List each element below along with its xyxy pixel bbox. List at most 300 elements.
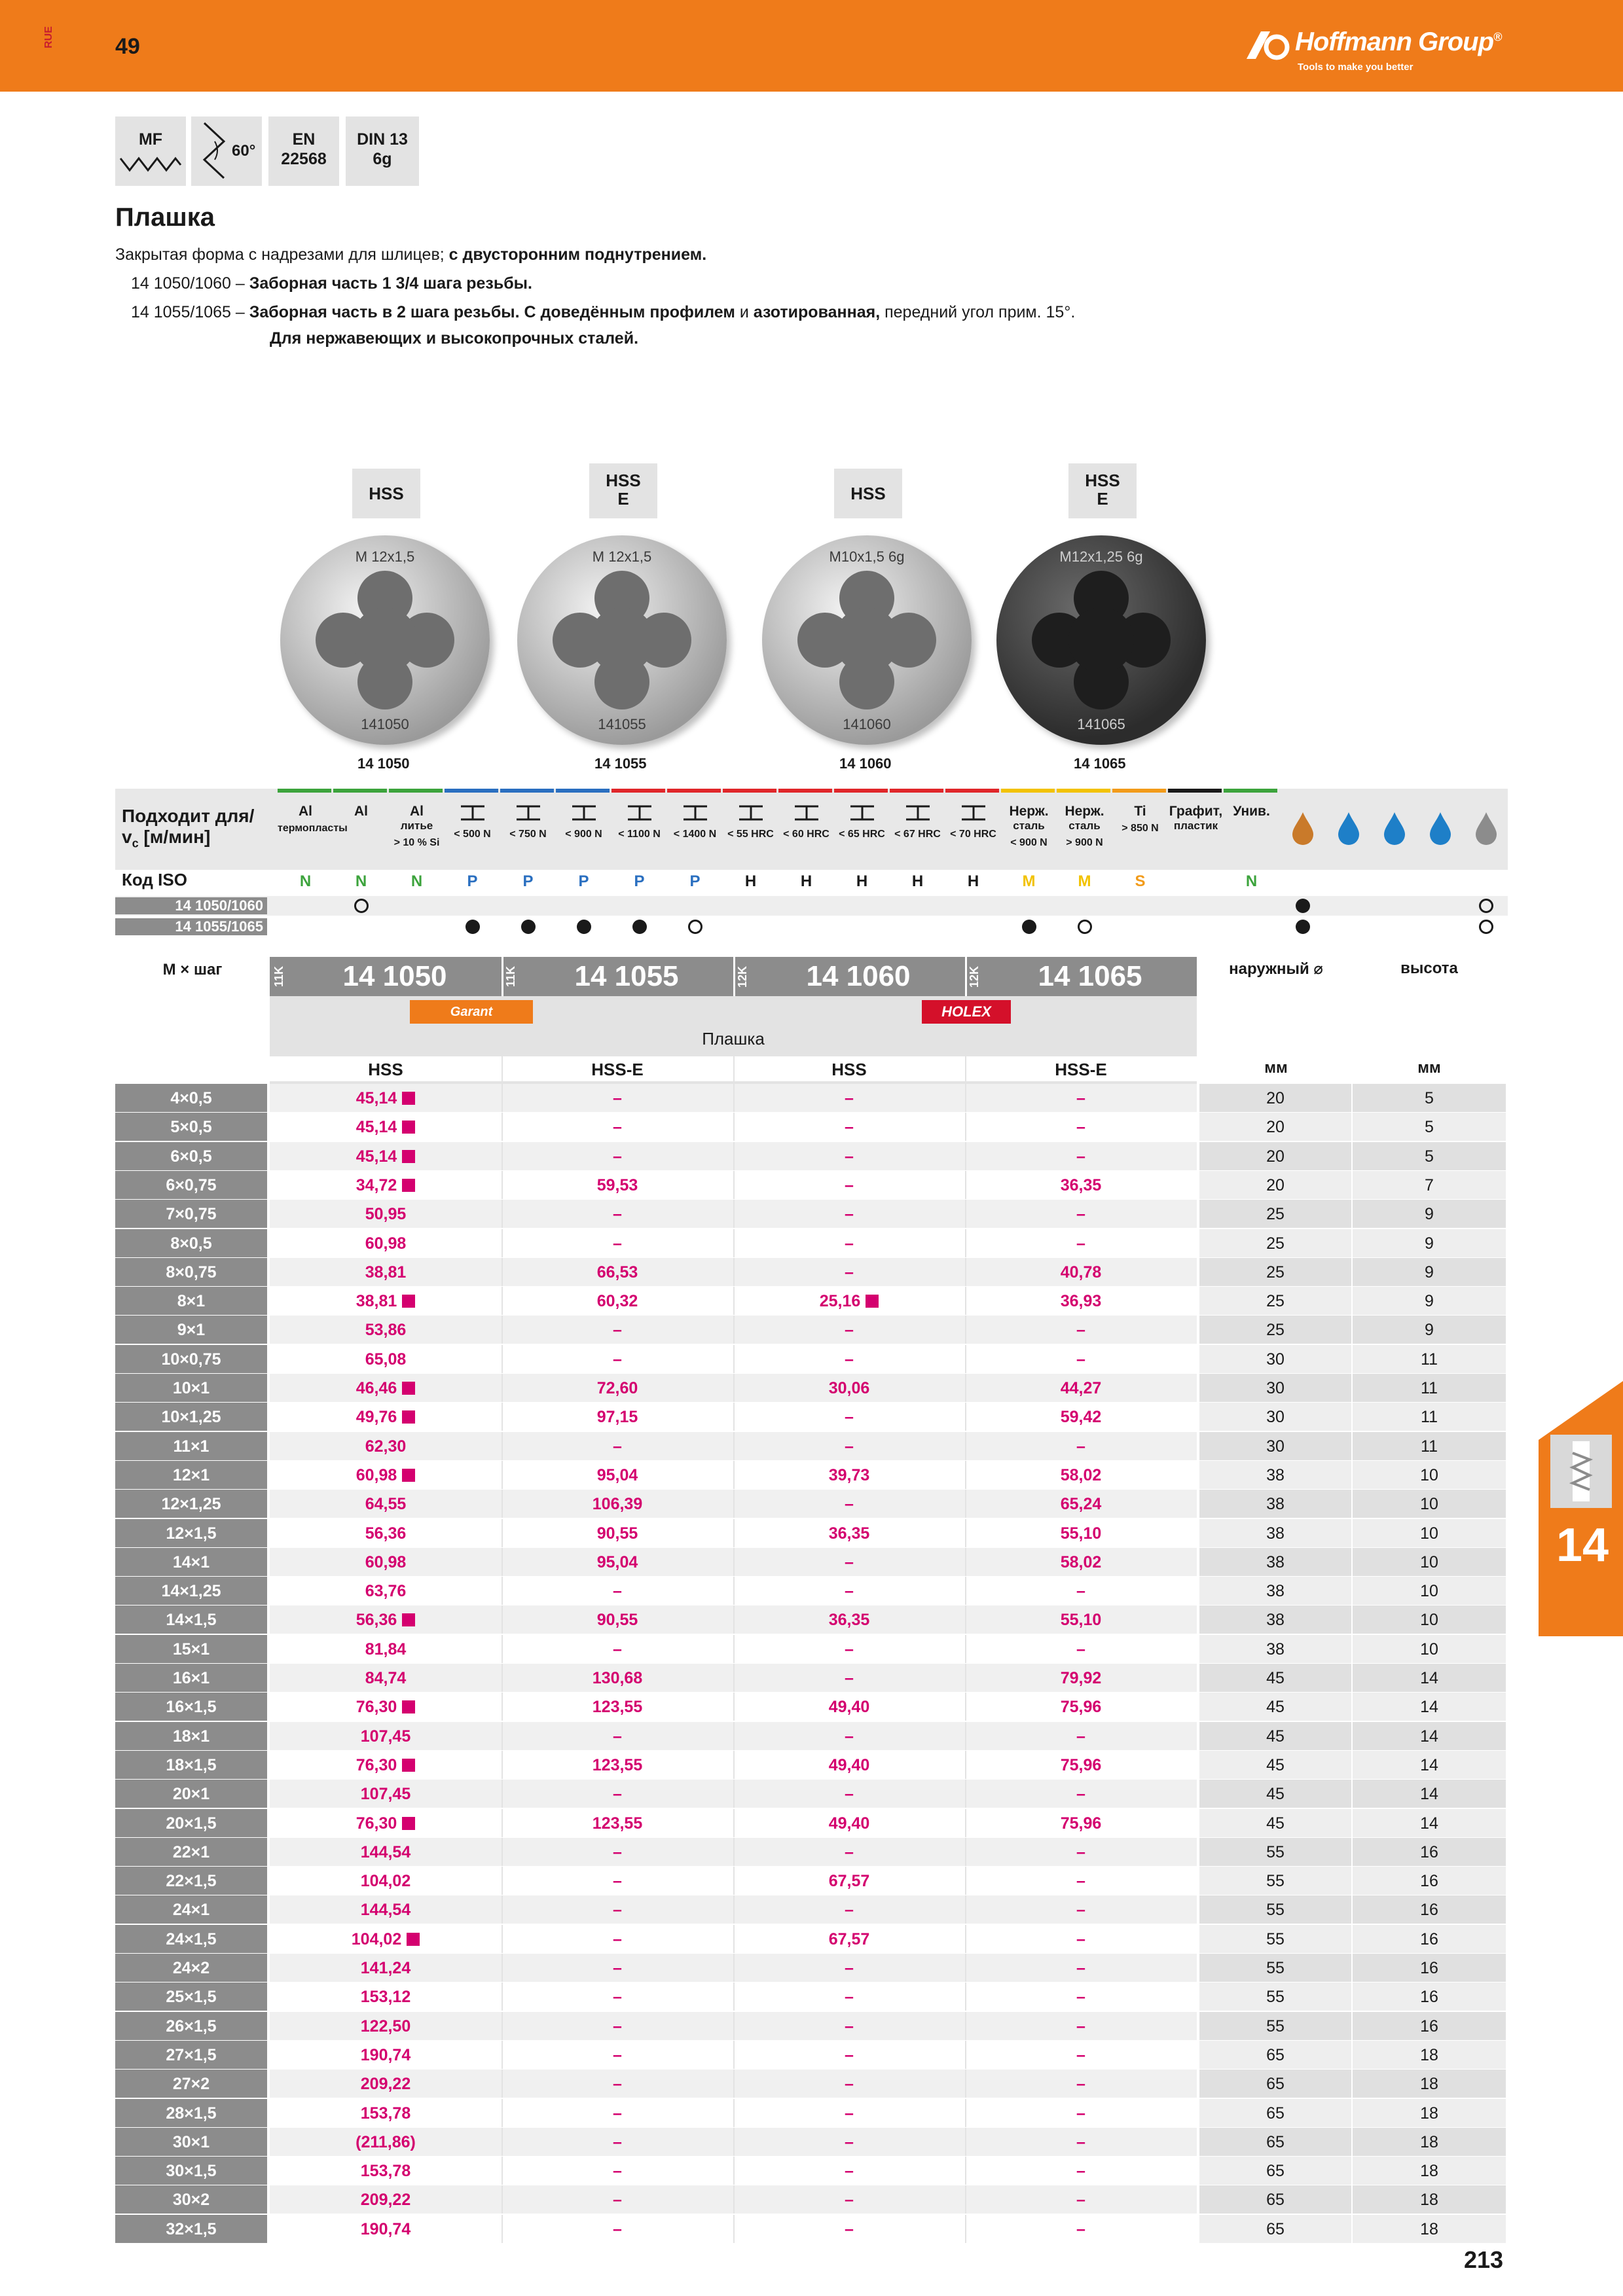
outer-diameter-header: наружный ⌀: [1229, 960, 1323, 978]
tolerance-class: 12K: [736, 965, 749, 988]
price-14-1060: 49,40: [828, 1756, 870, 1774]
material-color-bar: [556, 789, 610, 793]
column-separator: [965, 2128, 966, 2157]
price-14-1060: –: [845, 1843, 854, 1861]
column-separator: [501, 1838, 503, 1867]
column-separator: [733, 1693, 735, 1721]
column-separator: [501, 1751, 503, 1780]
unit-label: мм: [1264, 1059, 1288, 1077]
price-14-1060: –: [845, 1321, 854, 1339]
steel-beam-icon: [458, 804, 487, 821]
product-code-label: 14 1055: [594, 755, 647, 772]
material-header: HSS-E: [965, 1055, 1197, 1081]
coolant-dot: [1296, 899, 1310, 913]
price-14-1050: 46,46: [270, 1374, 501, 1403]
price-14-1060: –: [845, 1176, 854, 1194]
price-14-1060: –: [845, 2104, 854, 2123]
price-14-1055: 90,55: [596, 1524, 638, 1543]
price-14-1050: 209,22: [360, 2191, 411, 2209]
price-14-1060: –: [845, 2191, 854, 2209]
column-separator: [733, 2185, 735, 2214]
iso-code: N: [355, 872, 367, 890]
outer-diameter-value: 55: [1199, 1838, 1351, 1867]
suitable-dot: [577, 920, 591, 934]
price-14-1065: –: [1076, 2017, 1085, 2036]
thread-size: 15×1: [115, 1635, 267, 1664]
outer-diameter-value: 25: [1199, 1316, 1351, 1344]
price-14-1065: –: [1076, 1872, 1085, 1890]
steel-beam-icon: [625, 804, 654, 821]
thread-size: 7×0,75: [115, 1200, 267, 1229]
dry-icon: [1467, 808, 1506, 851]
material-column-header: < 500 N: [445, 804, 500, 842]
stock-marker-icon: [402, 1179, 415, 1192]
column-separator: [733, 1316, 735, 1344]
thread-size: 24×2: [115, 1954, 267, 1982]
column-separator: [965, 1548, 966, 1577]
product-code-label: 14 1060: [839, 755, 892, 772]
outer-diameter-value: 55: [1199, 1925, 1351, 1954]
chapter-tab[interactable]: [1539, 1381, 1623, 1636]
column-separator: [501, 1577, 503, 1605]
material-color-bar: [333, 789, 387, 793]
price-14-1055: –: [613, 1118, 622, 1136]
height-header: высота: [1400, 960, 1458, 977]
thread-size: 5×0,5: [115, 1113, 267, 1141]
column-separator: [733, 2157, 735, 2185]
column-separator: [733, 1809, 735, 1838]
material-column-header: Графит, пластик: [1169, 804, 1223, 832]
thread-size: 14×1,5: [115, 1605, 267, 1634]
price-14-1065: 55,10: [1060, 1611, 1102, 1629]
chapter-tab-shape: [1539, 1381, 1623, 1636]
price-14-1050: 153,78: [360, 2162, 411, 2180]
die-face-icon: [996, 535, 1206, 745]
price-14-1065: –: [1076, 1321, 1085, 1339]
suitability-matrix: [115, 789, 1508, 939]
tolerance-class: 11K: [272, 965, 285, 988]
price-14-1060: –: [845, 1205, 854, 1223]
material-tag: HSS: [834, 469, 902, 518]
din-label: DIN 13: [357, 130, 408, 149]
thread-size: 8×0,75: [115, 1258, 267, 1287]
height-value: 11: [1353, 1432, 1506, 1461]
description-line-1: Закрытая форма с надрезами для шлицев; с двусторонним поднутрением.: [115, 245, 707, 264]
price-14-1065: 79,92: [1060, 1669, 1102, 1687]
thread-size: 30×1: [115, 2128, 267, 2157]
price-14-1050: 64,55: [365, 1495, 407, 1513]
material-column-header: < 65 HRC: [834, 804, 890, 842]
outer-diameter-value: 20: [1199, 1171, 1351, 1200]
suitable-dot: [632, 920, 647, 934]
height-value: 16: [1353, 1895, 1506, 1924]
column-separator: [733, 1780, 735, 1808]
outer-diameter-value: 25: [1199, 1287, 1351, 1316]
outer-diameter-value: 20: [1199, 1142, 1351, 1171]
header-separator: [501, 957, 503, 996]
column-separator: [501, 1229, 503, 1258]
iso-code: P: [634, 872, 645, 890]
brand-tagline: Tools to make you better: [1298, 62, 1413, 73]
tolerance-class: 12K: [968, 965, 981, 988]
thread-size: 10×0,75: [115, 1345, 267, 1374]
suitable-dot: [521, 920, 536, 934]
thread-size: 8×1: [115, 1287, 267, 1316]
column-separator: [733, 1345, 735, 1374]
outer-diameter-value: 65: [1199, 2070, 1351, 2098]
column-separator: [733, 1258, 735, 1287]
column-separator: [501, 1142, 503, 1171]
thread-size: 28×1,5: [115, 2099, 267, 2128]
iso-code-label: Код ISO: [122, 870, 187, 889]
die-image: [280, 535, 490, 745]
column-separator: [965, 1577, 966, 1605]
steel-beam-icon: [737, 804, 765, 821]
material-column-header: Ti > 850 N: [1122, 804, 1159, 834]
material-column-header: Нерж. сталь > 900 N: [1065, 804, 1104, 848]
standard-angle-badge: [191, 117, 262, 186]
price-14-1065: –: [1076, 1205, 1085, 1223]
price-14-1050: 81,84: [365, 1640, 407, 1659]
price-14-1050: 53,86: [365, 1321, 407, 1339]
material-column-header: < 70 HRC: [945, 804, 1001, 842]
height-value: 16: [1353, 1982, 1506, 2011]
material-color-bar: [1224, 789, 1277, 793]
material-color-bar: [278, 789, 331, 793]
material-column-header: < 750 N: [500, 804, 556, 842]
material-color-bar: [1112, 789, 1166, 793]
outer-diameter-value: 45: [1199, 1693, 1351, 1721]
price-14-1065: –: [1076, 1437, 1085, 1456]
die-face-icon: [517, 535, 727, 745]
outer-diameter-value: 20: [1199, 1084, 1351, 1113]
unit-label: мм: [1417, 1059, 1441, 1077]
price-14-1065: 44,27: [1060, 1379, 1102, 1397]
price-14-1065: –: [1076, 1727, 1085, 1746]
column-separator: [965, 1374, 966, 1403]
column-separator: [501, 2070, 503, 2098]
outer-diameter-value: 25: [1199, 1229, 1351, 1258]
column-separator: [965, 2041, 966, 2070]
outer-diameter-value: 30: [1199, 1432, 1351, 1461]
price-14-1060: –: [845, 1988, 854, 2006]
price-14-1065: –: [1076, 1901, 1085, 1919]
price-14-1050: 45,14: [270, 1113, 501, 1141]
outer-diameter-value: 38: [1199, 1605, 1351, 1634]
thread-profile-icon: [119, 153, 182, 174]
iso-code: P: [689, 872, 701, 890]
iso-code: M: [1078, 872, 1091, 890]
outer-diameter-value: 45: [1199, 1751, 1351, 1780]
height-value: 16: [1353, 1925, 1506, 1954]
height-value: 10: [1353, 1635, 1506, 1664]
price-14-1060: –: [845, 2162, 854, 2180]
column-separator: [965, 1664, 966, 1693]
height-value: 10: [1353, 1461, 1506, 1490]
price-14-1065: –: [1076, 1988, 1085, 2006]
thread-size: 22×1: [115, 1838, 267, 1867]
price-14-1055: 59,53: [596, 1176, 638, 1194]
price-14-1065: 75,96: [1060, 1698, 1102, 1716]
price-14-1050: 62,30: [365, 1437, 407, 1456]
thread-size: 20×1,5: [115, 1809, 267, 1838]
brand-name: Hoffmann Group®: [1295, 27, 1502, 56]
price-14-1050: 84,74: [365, 1669, 407, 1687]
outer-diameter-value: 30: [1199, 1374, 1351, 1403]
column-separator: [965, 2012, 966, 2041]
outer-diameter-value: 38: [1199, 1577, 1351, 1605]
column-separator: [501, 1490, 503, 1518]
stock-marker-icon: [402, 1410, 415, 1424]
price-14-1065: –: [1076, 1118, 1085, 1136]
thread-size: 32×1,5: [115, 2215, 267, 2244]
iso-code: N: [1245, 872, 1258, 890]
price-14-1065: –: [1076, 1640, 1085, 1659]
price-14-1065: 75,96: [1060, 1814, 1102, 1833]
column-separator: [501, 2099, 503, 2128]
thread-size: 6×0,5: [115, 1142, 267, 1171]
price-14-1055: –: [613, 2017, 622, 2036]
column-separator: [733, 1895, 735, 1924]
price-14-1055: –: [613, 2220, 622, 2238]
price-14-1065: –: [1076, 1843, 1085, 1861]
column-separator: [965, 2099, 966, 2128]
column-separator: [733, 1635, 735, 1664]
price-14-1055: 95,04: [596, 1466, 638, 1484]
thread-size: 18×1: [115, 1722, 267, 1751]
svg-text:141050: 141050: [361, 716, 409, 732]
stock-marker-icon: [866, 1295, 879, 1308]
thread-size: 27×2: [115, 2070, 267, 2098]
material-color-bar: [500, 789, 554, 793]
height-value: 16: [1353, 1867, 1506, 1895]
price-14-1065: –: [1076, 2220, 1085, 2238]
price-14-1050: 209,22: [360, 2075, 411, 2093]
page-number: 213: [1464, 2246, 1504, 2273]
column-separator: [501, 2128, 503, 2157]
angle-label: 60°: [232, 142, 256, 160]
price-14-1055: 130,68: [592, 1669, 643, 1687]
price-14-1060: –: [845, 1727, 854, 1746]
price-14-1055: 106,39: [592, 1495, 643, 1513]
language-code: RUE: [43, 26, 54, 48]
description-line-3: 14 1055/1065 – Заборная часть в 2 шага резьбы. С доведённым профилем и азотированная, передний угол прим. 15°.: [131, 303, 1076, 321]
column-separator: [501, 2185, 503, 2214]
steel-beam-icon: [681, 804, 710, 821]
price-14-1060: –: [845, 2046, 854, 2064]
coolant-dot: [1296, 920, 1310, 934]
price-14-1065: –: [1076, 1089, 1085, 1107]
column-separator: [501, 1345, 503, 1374]
price-14-1055: –: [613, 2075, 622, 2093]
thread-size: 12×1: [115, 1461, 267, 1490]
price-14-1060: 49,40: [828, 1698, 870, 1716]
height-value: 9: [1353, 1200, 1506, 1229]
page-title: Плашка: [115, 203, 215, 232]
price-14-1065: 59,42: [1060, 1408, 1102, 1426]
price-14-1055: –: [613, 1147, 622, 1166]
price-14-1060: 30,06: [828, 1379, 870, 1397]
price-14-1055: 123,55: [592, 1756, 643, 1774]
price-14-1050: 144,54: [360, 1901, 411, 1919]
column-separator: [965, 2185, 966, 2214]
column-separator: [501, 1780, 503, 1808]
price-14-1060: –: [845, 1785, 854, 1803]
column-separator: [733, 1548, 735, 1577]
holex-logo[interactable]: HOLEX: [922, 1000, 1011, 1024]
conditional-ring: [688, 920, 702, 934]
column-separator: [965, 1519, 966, 1548]
column-separator: [965, 1635, 966, 1664]
height-value: 10: [1353, 1519, 1506, 1548]
emulsion-drop-icon: [1329, 808, 1368, 851]
column-separator: [501, 1693, 503, 1721]
price-14-1050: 76,30: [270, 1751, 501, 1780]
column-separator: [501, 2215, 503, 2244]
height-value: 18: [1353, 2070, 1506, 2098]
height-value: 11: [1353, 1345, 1506, 1374]
iso-code: N: [299, 872, 312, 890]
height-value: 16: [1353, 1954, 1506, 1982]
price-14-1060: –: [845, 1089, 854, 1107]
en-number: 22568: [281, 150, 327, 168]
hoffmann-logo[interactable]: [1244, 25, 1519, 77]
price-14-1050: 104,02: [360, 1872, 411, 1890]
column-separator: [733, 1925, 735, 1954]
column-separator: [501, 1287, 503, 1316]
material-color-bar: [834, 789, 888, 793]
column-separator: [733, 2070, 735, 2098]
height-value: 16: [1353, 1838, 1506, 1867]
column-separator: [733, 1200, 735, 1229]
thread-size: 20×1: [115, 1780, 267, 1808]
material-column-header: < 60 HRC: [778, 804, 834, 842]
stock-marker-icon: [407, 1933, 420, 1946]
price-14-1060: –: [845, 1582, 854, 1600]
outer-diameter-value: 38: [1199, 1490, 1351, 1518]
price-14-1050: (211,86): [356, 2133, 416, 2151]
column-separator: [501, 1403, 503, 1431]
price-14-1055: –: [613, 2046, 622, 2064]
price-14-1055: –: [613, 1930, 622, 1948]
price-14-1050: 63,76: [365, 1582, 407, 1600]
conditional-ring: [1078, 920, 1092, 934]
spray-icon: [1375, 808, 1414, 851]
price-14-1060: 39,73: [828, 1466, 870, 1484]
height-value: 5: [1353, 1142, 1506, 1171]
height-value: 5: [1353, 1084, 1506, 1113]
outer-diameter-value: 65: [1199, 2157, 1351, 2185]
column-separator: [733, 1954, 735, 1982]
outer-diameter-value: 45: [1199, 1809, 1351, 1838]
price-14-1050: 49,76: [270, 1403, 501, 1431]
column-separator: [733, 1142, 735, 1171]
price-14-1050: 60,98: [270, 1461, 501, 1490]
price-14-1065: –: [1076, 2046, 1085, 2064]
column-separator: [501, 1635, 503, 1664]
material-column-header: Унив.: [1233, 804, 1270, 819]
iso-code: M: [1022, 872, 1036, 890]
din-tolerance: 6g: [373, 150, 392, 168]
column-separator: [733, 1374, 735, 1403]
section-number: 49: [115, 34, 140, 59]
price-14-1055: –: [613, 1437, 622, 1456]
height-value: 9: [1353, 1287, 1506, 1316]
thread-size: 18×1,5: [115, 1751, 267, 1780]
column-separator: [501, 1895, 503, 1924]
column-separator: [965, 1345, 966, 1374]
die-image: [762, 535, 972, 745]
price-14-1055: –: [613, 2104, 622, 2123]
column-separator: [733, 1751, 735, 1780]
price-14-1055: –: [613, 1350, 622, 1369]
price-14-1050: 45,14: [270, 1142, 501, 1171]
steel-beam-icon: [570, 804, 598, 821]
chapter-number: 14: [1556, 1519, 1609, 1571]
column-separator: [501, 1171, 503, 1200]
garant-logo[interactable]: Garant: [410, 1000, 533, 1024]
column-separator: [965, 1925, 966, 1954]
outer-diameter-value: 55: [1199, 1895, 1351, 1924]
price-14-1050: 56,36: [365, 1524, 407, 1543]
thread-size: 10×1,25: [115, 1403, 267, 1431]
svg-text:M 12x1,5: M 12x1,5: [592, 548, 652, 565]
outer-diameter-value: 45: [1199, 1664, 1351, 1693]
outer-diameter-value: 55: [1199, 1954, 1351, 1982]
height-value: 16: [1353, 2012, 1506, 2041]
iso-code: P: [578, 872, 589, 890]
material-header: HSS: [733, 1055, 965, 1081]
price-14-1050: 141,24: [360, 1959, 411, 1977]
matrix-row-label: 14 1055/1065: [115, 918, 267, 935]
column-separator: [733, 1171, 735, 1200]
material-column-header: Нерж. сталь < 900 N: [1009, 804, 1049, 848]
price-14-1055: 90,55: [596, 1611, 638, 1629]
price-14-1050: 190,74: [360, 2046, 411, 2064]
height-value: 14: [1353, 1751, 1506, 1780]
price-14-1065: 36,93: [1060, 1292, 1102, 1310]
stock-marker-icon: [402, 1382, 415, 1395]
price-14-1060: 67,57: [828, 1930, 870, 1948]
iso-code: H: [911, 872, 924, 890]
iso-code: H: [744, 872, 757, 890]
price-14-1050: 104,02: [270, 1925, 501, 1954]
price-14-1055: –: [613, 1959, 622, 1977]
price-14-1065: –: [1076, 1582, 1085, 1600]
outer-diameter-value: 55: [1199, 1867, 1351, 1895]
price-14-1060: –: [845, 2075, 854, 2093]
price-14-1065: –: [1076, 2104, 1085, 2123]
header-separator: [733, 957, 735, 996]
product-code-label: 14 1065: [1074, 755, 1126, 772]
height-value: 18: [1353, 2157, 1506, 2185]
steel-beam-icon: [848, 804, 877, 821]
material-color-bar: [1057, 789, 1110, 793]
price-14-1050: 60,98: [365, 1553, 407, 1571]
column-separator: [501, 1316, 503, 1344]
price-14-1060: –: [845, 1437, 854, 1456]
column-separator: [733, 1084, 735, 1113]
die-image: [996, 535, 1206, 745]
price-14-1050: 76,30: [270, 1693, 501, 1721]
height-value: 14: [1353, 1664, 1506, 1693]
height-value: 18: [1353, 2099, 1506, 2128]
thread-size: 30×1,5: [115, 2157, 267, 2185]
material-color-bar: [778, 789, 832, 793]
price-14-1050: 190,74: [360, 2220, 411, 2238]
price-14-1055: –: [613, 1640, 622, 1659]
outer-diameter-value: 65: [1199, 2215, 1351, 2244]
